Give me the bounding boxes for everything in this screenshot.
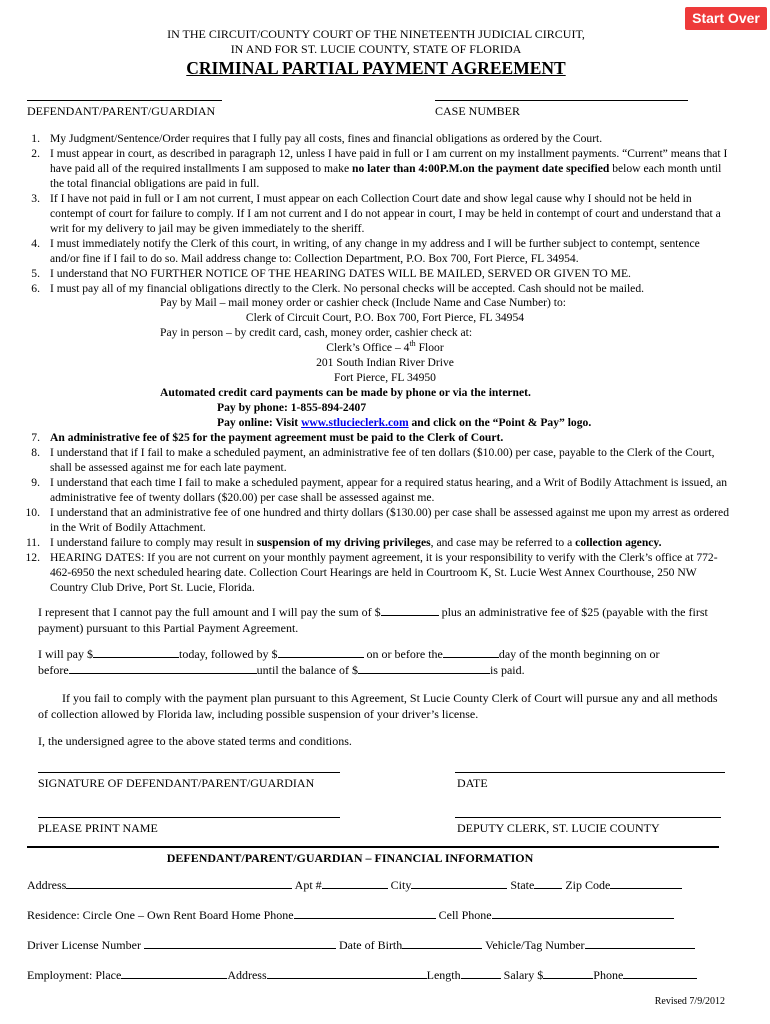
before-date-field[interactable] — [69, 662, 257, 674]
employment-row: Employment: Place Address Length Salary $ Phone — [27, 967, 727, 983]
term-text: below each month until the total financial obligations are paid in full. — [50, 162, 722, 190]
pay-by-mail: Pay by Mail – mail money order or cashier check (Include Name and Case Number) to: — [160, 296, 566, 309]
term-text-bold: no later than 4:00P.M.on the payment date specified — [352, 162, 610, 175]
office-street: 201 South Indian River Drive — [316, 356, 454, 369]
term-text: , and case may be referred to a — [430, 536, 576, 549]
print-name-line[interactable] — [38, 817, 340, 818]
sum-field[interactable] — [381, 604, 439, 616]
term-6 — [22, 281, 730, 296]
term-number: 6. — [31, 282, 40, 295]
length-field[interactable] — [461, 967, 501, 979]
state-field[interactable] — [534, 877, 562, 889]
revised-date: Revised 7/9/2012 — [654, 996, 725, 1007]
pay-by-phone: Pay by phone: 1-855-894-2407 — [217, 401, 367, 414]
term-number: 12. — [25, 551, 40, 564]
clerk-office: Clerk’s Office – 4th Floor — [326, 339, 444, 354]
agree-statement: I, the undersigned agree to the above stated terms and conditions. — [38, 734, 352, 748]
address-row: Address Apt # City State Zip Code — [27, 877, 727, 893]
term-5 — [22, 266, 730, 281]
case-number-label: CASE NUMBER — [435, 104, 521, 118]
term-text: I must immediately notify the Clerk of this court, in writing, of any change in my address and I will be further subject to contempt, sentence and/or fine if I fail to do so. Mail address change to: Collection Department, P.O. Box 700, Fort Pierce, FL 34954. — [50, 237, 700, 265]
page-title: CRIMINAL PARTIAL PAYMENT AGREEMENT — [186, 58, 566, 78]
deputy-clerk-line[interactable] — [455, 817, 721, 818]
term-text: I understand failure to comply may result in — [50, 536, 257, 549]
term-text: I understand that if I fail to make a scheduled payment, an administrative fee of ten dollars ($10.00) per case, payable to the Clerk of the Court, shall be assessed against me for each late payment. — [50, 446, 715, 474]
terms-list-1 — [22, 131, 730, 296]
term-number: 8. — [31, 446, 40, 459]
today-amount-field[interactable] — [93, 646, 179, 658]
term-text-bold: collection agency. — [575, 536, 662, 549]
term-number: 4. — [31, 237, 40, 250]
term-7 — [22, 430, 730, 445]
date-label: DATE — [457, 776, 488, 790]
term-text: I must appear in court, as described in paragraph 12, unless I have paid in full or I am current on my installment payments. “Current” means that I have paid all of the required installments I am supposed to make — [50, 147, 728, 175]
term-number: 3. — [31, 192, 40, 205]
term-text: I must pay all of my financial obligations directly to the Clerk. No personal checks will be accepted. Cash should not be mailed. — [50, 282, 645, 295]
term-text: If I have not paid in full or I am not current, I must appear on each Collection Court date and show legal cause why I should not be held in contempt of court for failure to comply. If I am not current and I do not appear in court, I may be held in contempt of court and understand that a writ for my delivery to jail may be given immediately to the sheriff. — [50, 192, 721, 235]
financial-heading: DEFENDANT/PARENT/GUARDIAN – FINANCIAL INFORMATION — [166, 851, 534, 865]
term-1 — [22, 131, 730, 146]
employment-place-field[interactable] — [121, 967, 227, 979]
term-text: My Judgment/Sentence/Order requires that I fully pay all costs, fines and financial obligations as ordered by the Court. — [50, 132, 603, 145]
term-text: I understand that an administrative fee of one hundred and thirty dollars ($130.00) per case shall be assessed against me upon my arrest as ordered in the Writ of Bodily Attachment. — [50, 506, 729, 534]
automated-payments: Automated credit card payments can be made by phone or via the internet. — [160, 386, 531, 399]
followed-amount-field[interactable] — [278, 646, 364, 658]
defendant-line[interactable] — [27, 100, 222, 101]
term-2 — [22, 146, 730, 191]
term-number: 10. — [25, 506, 40, 519]
cell-phone-field[interactable] — [492, 907, 674, 919]
term-number: 1. — [31, 132, 40, 145]
term-text-bold: An administrative fee of $25 for the payment agreement must be paid to the Clerk of Court. — [50, 431, 504, 444]
term-8 — [22, 445, 730, 475]
term-number: 9. — [31, 476, 40, 489]
term-text: HEARING DATES: If you are not current on your monthly payment agreement, it is your responsibility to verify with the Clerk’s office at 772-462-6950 the next scheduled hearing date. Collection Court Hearings are held in Courtroom K, St. Lucie West Annex Courthouse, 250 NW Country Club Drive, Port St. Lucie, Florida. — [50, 551, 718, 594]
term-number: 11. — [25, 536, 40, 549]
court-header — [0, 27, 752, 57]
dob-field[interactable] — [402, 937, 482, 949]
will-pay-paragraph: I will pay $ today, followed by $ on or before the day of the month beginning on or before until the balance of $ is paid. — [38, 647, 660, 677]
residence-row: Residence: Circle One – Own Rent Board Home Phone Cell Phone — [27, 907, 727, 923]
header-line-2: IN AND FOR ST. LUCIE COUNTY, STATE OF FLORIDA — [230, 42, 522, 56]
term-number: 2. — [31, 147, 40, 160]
apt-field[interactable] — [322, 877, 388, 889]
term-12 — [22, 550, 730, 595]
term-4 — [22, 236, 730, 266]
clerk-website-link[interactable]: www.stlucieclerk.com — [301, 416, 409, 429]
salary-field[interactable] — [543, 967, 593, 979]
term-9 — [22, 475, 730, 505]
employment-address-field[interactable] — [267, 967, 427, 979]
day-of-month-field[interactable] — [443, 646, 499, 658]
term-text-bold: suspension of my driving privileges — [256, 536, 431, 549]
date-line[interactable] — [455, 772, 725, 773]
driver-license-row: Driver License Number Date of Birth Vehicle/Tag Number — [27, 937, 727, 953]
driver-license-field[interactable] — [144, 937, 336, 949]
terms-list-2 — [22, 430, 730, 595]
financial-divider — [27, 846, 719, 848]
case-number-line[interactable] — [435, 100, 688, 101]
term-text: I understand that each time I fail to make a scheduled payment, appear for a required status hearing, and a Writ of Bodily Attachment is issued, an administrative fee of twenty dollars ($20.00) per case shall be assessed against me. — [50, 476, 728, 504]
deputy-clerk-label: DEPUTY CLERK, ST. LUCIE COUNTY — [457, 821, 660, 835]
term-text: I understand that NO FURTHER NOTICE OF THE HEARING DATES WILL BE MAILED, SERVED OR GIVEN TO ME. — [50, 267, 631, 280]
pay-online: Pay online: Visit www.stlucieclerk.com and click on the “Point & Pay” logo. — [217, 416, 592, 429]
term-number: 5. — [31, 267, 40, 280]
represent-paragraph: I represent that I cannot pay the full amount and I will pay the sum of $ plus an administrative fee of $25 (payable with the first payment) pursuant to this Partial Payment Agreement. — [38, 605, 708, 635]
start-over-button[interactable]: Start Over — [685, 7, 767, 30]
zip-field[interactable] — [610, 877, 682, 889]
term-3 — [22, 191, 730, 236]
header-line-1: IN THE CIRCUIT/COUNTY COURT OF THE NINETEENTH JUDICIAL CIRCUIT, — [167, 27, 585, 41]
address-field[interactable] — [66, 877, 292, 889]
vehicle-tag-field[interactable] — [585, 937, 695, 949]
mail-address: Clerk of Circuit Court, P.O. Box 700, Fort Pierce, FL 34954 — [245, 311, 525, 324]
print-name-label: PLEASE PRINT NAME — [38, 821, 158, 835]
employment-phone-field[interactable] — [623, 967, 697, 979]
term-11 — [22, 535, 730, 550]
comply-paragraph: If you fail to comply with the payment plan pursuant to this Agreement, St Lucie County Clerk of Court will pursue any and all methods of collection allowed by Florida law, including possible suspension of your driver’s license. — [38, 691, 718, 721]
defendant-label: DEFENDANT/PARENT/GUARDIAN — [27, 104, 216, 118]
signature-line[interactable] — [38, 772, 340, 773]
home-phone-field[interactable] — [294, 907, 436, 919]
term-10 — [22, 505, 730, 535]
term-number: 7. — [31, 431, 40, 444]
pay-in-person: Pay in person – by credit card, cash, money order, cashier check at: — [160, 326, 473, 339]
signature-label: SIGNATURE OF DEFENDANT/PARENT/GUARDIAN — [38, 776, 315, 790]
city-field[interactable] — [411, 877, 507, 889]
balance-field[interactable] — [358, 662, 490, 674]
office-city: Fort Pierce, FL 34950 — [334, 371, 436, 384]
